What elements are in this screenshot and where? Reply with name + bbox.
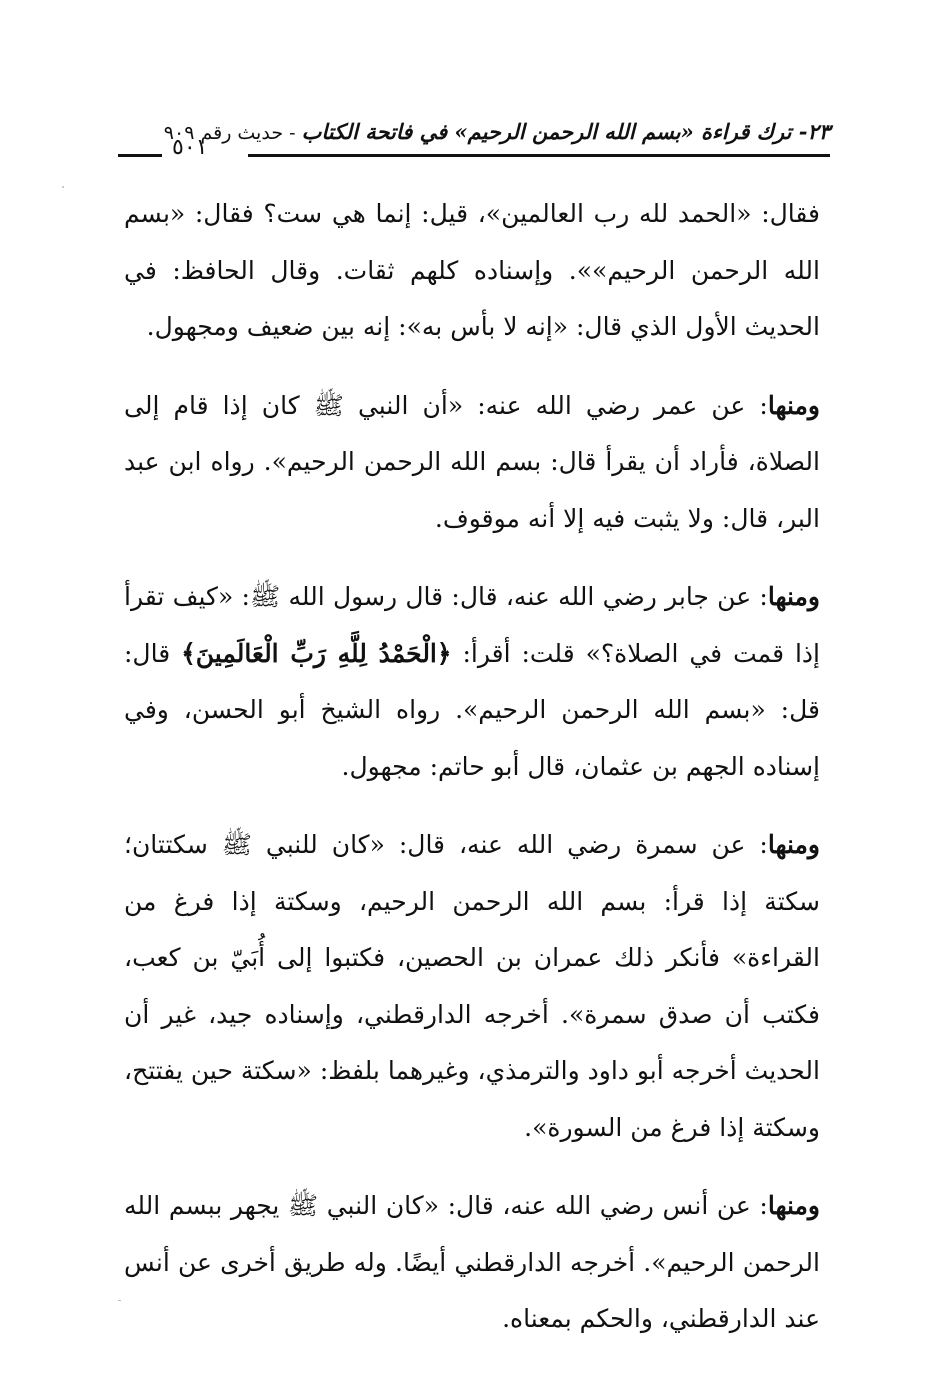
scan-speck: [118, 1300, 121, 1301]
scan-speck: [62, 186, 64, 188]
running-header: [118, 118, 830, 158]
paragraph-text: : عن سمرة رضي الله عنه، قال: «كان للنبي ﷺ سكتتان؛ سكتة إذا قرأ: بسم الله الرحمن الرحيم، وسكتة إذا فرغ من القراءة» فأنكر ذلك عمران بن الحصين، فكتبوا إلى أُبَيّ بن كعب، فكتب أن صدق سمرة». أخرجه الدارقطني، وإسناده جيد، غير أن الحديث أخرجه أبو داود والترمذي، وغيرهما بلفظ: «سكتة حين يفتتح، وسكتة إذا فرغ من السورة».: [124, 830, 820, 1142]
paragraph-3: [124, 569, 820, 795]
page-number-rule: [118, 154, 162, 157]
paragraph-text: : عن أنس رضي الله عنه، قال: «كان النبي ﷺ يجهر ببسم الله الرحمن الرحيم». أخرجه الدارقطني أيضًا. وله طريق أخرى عن أنس عند الدارقطني، والحكم بمعناه.: [124, 1191, 820, 1333]
chapter-title-text: ٢٣- ترك قراءة «بسم الله الرحمن الرحيم» في فاتحة الكتاب: [301, 119, 830, 144]
paragraph-2: [124, 378, 820, 548]
quran-verse: ﴿الْحَمْدُ لِلَّهِ رَبِّ الْعَالَمِينَ﴾: [181, 638, 452, 668]
paragraph-text: : عن جابر رضي الله عنه، قال: قال رسول الله ﷺ: «كيف تقرأ إذا قمت في الصلاة؟» قلت: أقرأ:: [124, 582, 820, 668]
hadith-reference: - حديث رقم ٩٠٩: [163, 122, 302, 144]
paragraph-1: [124, 186, 820, 356]
paragraph-text-continued: قال: قل: «بسم الله الرحمن الرحيم». رواه الشيخ أبو الحسن، وفي إسناده الجهم بن عثمان، قال أبو حاتم: مجهول.: [124, 638, 820, 781]
paragraph-lead: ومنها: [767, 1191, 820, 1220]
paragraph-lead: ومنها: [767, 390, 820, 420]
paragraph-5: [124, 1178, 820, 1348]
page-body: [124, 186, 820, 1370]
paragraph-4: [124, 817, 820, 1156]
page-number: ٥٠١: [172, 135, 208, 160]
header-rule: [248, 154, 830, 157]
chapter-title: [164, 118, 830, 147]
paragraph-lead: ومنها: [767, 830, 820, 859]
paragraph-text: فقال: «الحمد لله رب العالمين»، قيل: إنما هي ست؟ فقال: «بسم الله الرحمن الرحيم»». وإسناده كلهم ثقات. وقال الحافظ: في الحديث الأول الذي قال: «إنه لا بأس به»: إنه بين ضعيف ومجهول.: [124, 199, 820, 341]
paragraph-lead: ومنها: [767, 582, 820, 611]
paragraph-text: : عن عمر رضي الله عنه: «أن النبي ﷺ كان إذا قام إلى الصلاة، فأراد أن يقرأ قال: بسم الله الرحمن الرحيم». رواه ابن عبد البر، قال: ولا يثبت فيه إلا أنه موقوف.: [124, 390, 820, 533]
